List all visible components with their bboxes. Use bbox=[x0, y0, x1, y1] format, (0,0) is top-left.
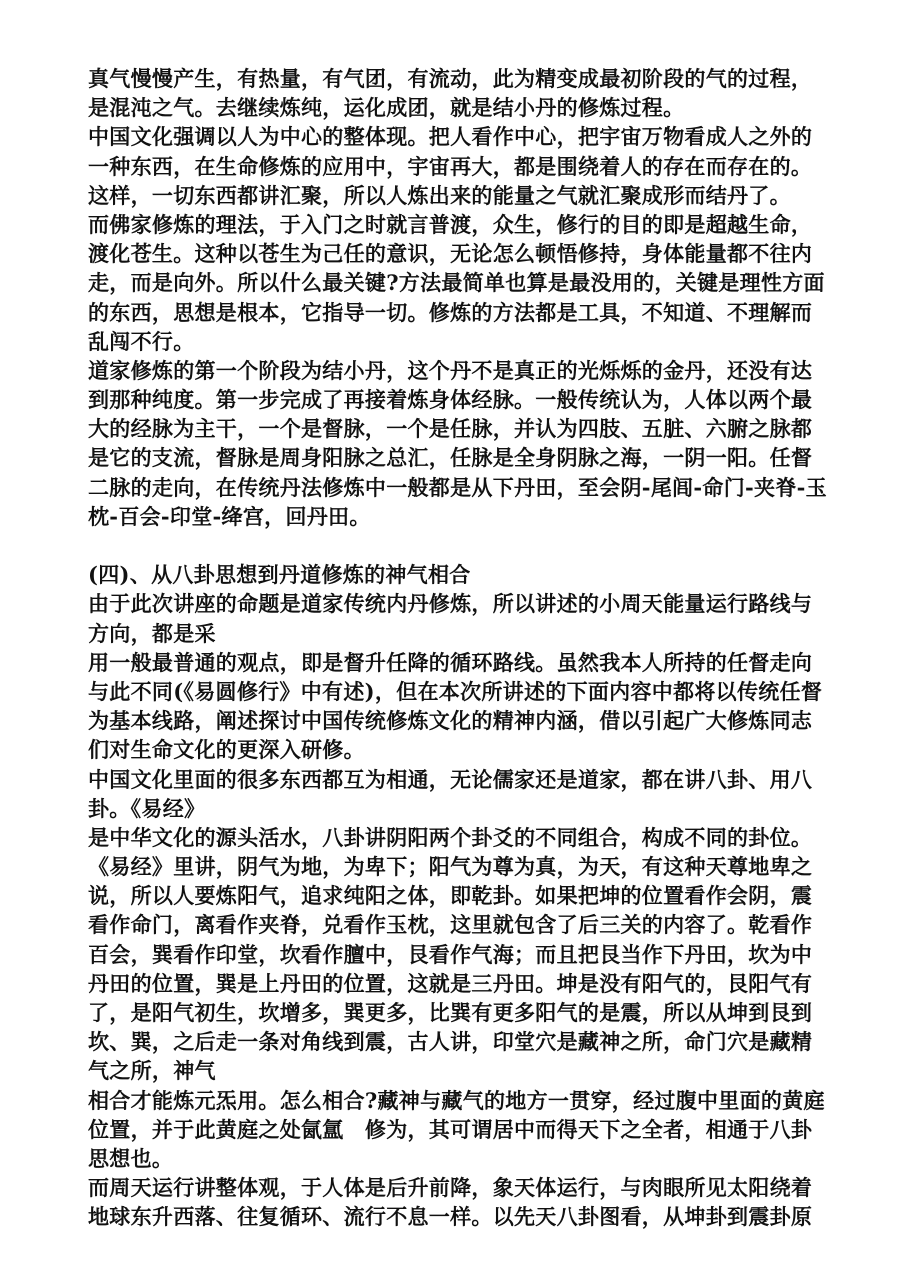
paragraph-spacer bbox=[88, 531, 828, 560]
text-line: 是混沌之气。去继续炼纯，运化成团，就是结小丹的修炼过程。 bbox=[88, 95, 685, 121]
text-line: 们对生命文化的更深入研修。 bbox=[88, 737, 365, 763]
text-line: 的东西，思想是根本，它指导一切。修炼的方法都是工具，不知道、不理解而 bbox=[88, 299, 813, 325]
text-line: 而佛家修炼的理法，于入门之时就言普渡，众生，修行的目的即是超越生命， bbox=[88, 211, 813, 237]
text-line: 是它的支流，督脉是周身阳脉之总汇，任脉是全身阴脉之海，一阴一阳。任督 bbox=[88, 445, 813, 471]
text-line: 气之所，神气 bbox=[88, 1058, 216, 1084]
text-line: 《易经》里讲，阴气为地，为卑下；阳气为尊为真，为天，有这种天尊地卑之 bbox=[88, 854, 813, 880]
text-line: 一种东西，在生命修炼的应用中，宇宙再大，都是围绕着人的存在而存在的。 bbox=[88, 153, 813, 179]
text-block-1 bbox=[88, 64, 828, 531]
text-line: 乱闯不行。 bbox=[88, 328, 195, 354]
text-line: 二脉的走向，在传统丹法修炼中一般都是从下丹田，至会阴-尾闾-命门-夹脊-玉 bbox=[88, 474, 827, 500]
text-line: 卦。《易经》 bbox=[88, 795, 206, 821]
text-line: 中国文化强调以人为中心的整体现。把人看作中心，把宇宙万物看成人之外的 bbox=[88, 124, 813, 150]
text-line: 枕-百会-印堂-绛宫，回丹田。 bbox=[88, 503, 371, 529]
text-line: 由于此次讲座的命题是道家传统内丹修炼，所以讲述的小周天能量运行路线与 bbox=[88, 591, 813, 617]
text-block-2 bbox=[88, 560, 828, 1231]
text-line: 了，是阳气初生，坎增多，巽更多，比巽有更多阳气的是震，所以从坤到艮到 bbox=[88, 1000, 813, 1025]
text-line: 大的经脉为主干，一个是督脉，一个是任脉，并认为四肢、五脏、六腑之脉都 bbox=[88, 416, 813, 442]
document-page bbox=[88, 64, 828, 1232]
text-line: 而周天运行讲整体观，于人体是后升前降，象天体运行，与肉眼所见太阳绕着 bbox=[88, 1175, 813, 1201]
text-line: 看作命门，离看作夹脊，兑看作玉枕，这里就包含了后三关的内容了。乾看作 bbox=[88, 912, 813, 938]
text-line: 与此不同(《易圆修行》中有述)，但在本次所讲述的下面内容中都将以传统任督 bbox=[88, 678, 823, 704]
text-line: 这样，一切东西都讲汇聚，所以人炼出来的能量之气就汇聚成形而结丹了。 bbox=[88, 182, 791, 208]
text-line: 用一般最普通的观点，即是督升任降的循环路线。虽然我本人所持的任督走向 bbox=[88, 649, 813, 675]
text-line: 相合才能炼元炁用。怎么相合?藏神与藏气的地方一贯穿，经过腹中里面的黄庭 bbox=[88, 1087, 825, 1113]
text-line: 为基本线路，阐述探讨中国传统修炼文化的精神内涵，借以引起广大修炼同志 bbox=[88, 708, 813, 734]
text-line: 真气慢慢产生，有热量，有气团，有流动，此为精变成最初阶段的气的过程， bbox=[88, 66, 813, 91]
text-line: 是中华文化的源头活水，八卦讲阴阳两个卦爻的不同组合，构成不同的卦位。 bbox=[88, 824, 813, 850]
text-line: 思想也。 bbox=[88, 1145, 174, 1171]
text-line: 位置，并于此黄庭之处氤氲 修为，其可谓居中而得天下之全者，相通于八卦 bbox=[88, 1116, 813, 1142]
text-line: 说，所以人要炼阳气，追求纯阳之体，即乾卦。如果把坤的位置看作会阴，震 bbox=[88, 883, 813, 909]
text-line: 走，而是向外。所以什么最关键?方法最简单也算是最没用的，关键是理性方面 bbox=[88, 270, 825, 296]
text-line: 到那种纯度。第一步完成了再接着炼身体经脉。一般传统认为，人体以两个最 bbox=[88, 387, 813, 413]
text-line: 中国文化里面的很多东西都互为相通，无论儒家还是道家，都在讲八卦、用八 bbox=[88, 766, 813, 792]
text-line: 地球东升西落、往复循环、流行不息一样。以先天八卦图看，从坤卦到震卦原 bbox=[88, 1204, 813, 1230]
text-line: 渡化苍生。这种以苍生为己任的意识，无论怎么顿悟修持，身体能量都不往内 bbox=[88, 241, 813, 267]
text-line: 方向，都是采 bbox=[88, 620, 216, 646]
section-heading: (四)、从八卦思想到丹道修炼的神气相合 bbox=[88, 562, 471, 588]
text-line: 百会，巽看作印堂，坎看作膻中，艮看作气海；而且把艮当作下丹田，坎为中 bbox=[88, 941, 813, 967]
text-line: 丹田的位置，巽是上丹田的位置，这就是三丹田。坤是没有阳气的，艮阳气有 bbox=[88, 970, 813, 996]
text-line: 坎、巽，之后走一条对角线到震，古人讲，印堂穴是藏神之所，命门穴是藏精 bbox=[88, 1029, 813, 1055]
text-line: 道家修炼的第一个阶段为结小丹，这个丹不是真正的光烁烁的金丹，还没有达 bbox=[88, 357, 813, 383]
